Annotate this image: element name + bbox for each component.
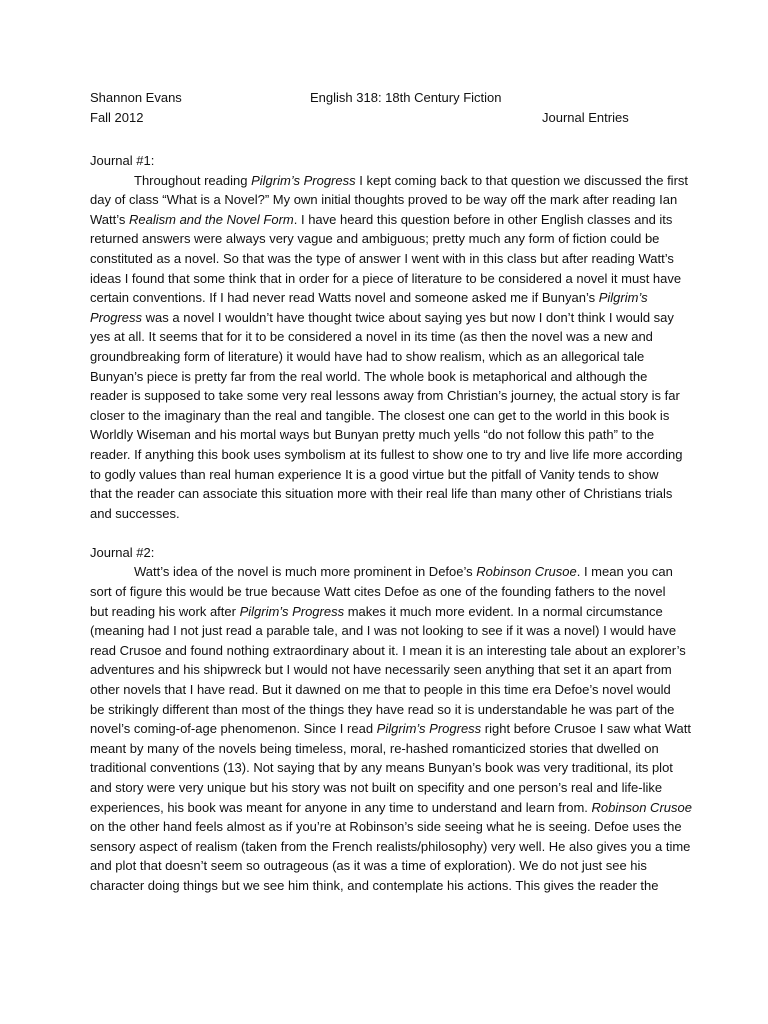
text-segment: Watt’s idea of the novel is much more prominent in Defoe’s: [134, 564, 477, 580]
italic-title-text: Robinson Crusoe: [476, 564, 577, 580]
text-segment: read Crusoe and found nothing extraordinary about it. I mean it is an interesting tale about an explorer’s: [90, 642, 686, 658]
text-segment: Worldly Wiseman and his mortal ways but Bunyan pretty much yells “do not follow this path” to the: [90, 427, 655, 443]
text-line: [90, 367, 690, 387]
text-segment: reader is supposed to take some very real lessons away from Christian’s journey, the actual story is far: [90, 388, 680, 404]
text-line: [90, 582, 690, 602]
text-line: [90, 386, 690, 406]
text-segment: experiences, his book was meant for anyone in any time to understand and learn from.: [90, 799, 592, 815]
text-segment: yes at all. It seems that for it to be considered a novel in its time (as then the novel was a new and: [90, 329, 653, 345]
text-segment: . I mean you can: [576, 564, 673, 580]
text-line: [90, 288, 690, 308]
italic-title-text: Pilgrim’s Progress: [376, 721, 482, 737]
text-line: [90, 602, 690, 622]
italic-title-text: Pilgrim’s: [598, 290, 648, 306]
italic-title-text: Realism and the Novel Form: [129, 211, 294, 227]
text-segment: was a novel I wouldn’t have thought twice about saying yes but now I don’t think I would say: [142, 309, 674, 325]
text-line: [90, 680, 690, 700]
text-segment: be strikingly different than most of the things they have read so it is understandable he was part of the: [90, 701, 675, 717]
text-line: [90, 837, 690, 857]
document-type: Journal Entries: [542, 110, 629, 125]
text-line: [90, 484, 690, 504]
text-line: [90, 798, 690, 818]
term: Fall 2012: [90, 110, 144, 125]
text-line: [90, 739, 690, 759]
text-line: [90, 425, 690, 445]
text-line: [90, 171, 690, 191]
text-segment: Bunyan’s piece is pretty far from the real world. The whole book is metaphorical and although the: [90, 368, 648, 384]
text-line: [90, 229, 690, 249]
text-segment: adventures and his shipwreck but I would not have necessarily seen anything that set it an apart from: [90, 662, 672, 678]
text-line: [90, 249, 690, 269]
text-segment: and successes.: [90, 505, 180, 521]
course-title: English 318: 18th Century Fiction: [310, 90, 502, 105]
text-line: [90, 190, 690, 210]
text-segment: meant by many of the novels being timeless, moral, re-hashed romanticized stories that dwelled on: [90, 740, 659, 756]
journal-body: [90, 151, 690, 896]
text-segment: constituted as a novel. So that was the type of answer I went with in this class but after reading Watt’s: [90, 250, 674, 266]
text-segment: but reading his work after: [90, 603, 240, 619]
text-segment: to godly values than real human experience It is a good virtue but the pitfall of Vanity tends to show: [90, 466, 659, 482]
text-segment: sort of figure this would be true because Watt cites Defoe as one of the founding fathers to the novel: [90, 584, 666, 600]
text-segment: character doing things but we see him think, and contemplate his actions. This gives the reader the: [90, 877, 659, 893]
italic-title-text: Pilgrim’s Progress: [251, 172, 356, 188]
text-segment: reader. If anything this book uses symbolism at its fullest to show one to try and live life more according: [90, 446, 683, 462]
italic-title-text: Robinson Crusoe: [591, 799, 692, 815]
text-line: [90, 465, 690, 485]
text-line: [90, 817, 690, 837]
italic-title-text: Progress: [90, 309, 143, 325]
text-segment: day of class “What is a Novel?” My own initial thoughts proved to be way off the mark after reading Ian: [90, 192, 678, 208]
text-segment: I kept coming back to that question we discussed the first: [355, 172, 689, 188]
text-line: [90, 504, 690, 524]
text-segment: ideas I found that some think that in order for a piece of literature to be considered a novel it must have: [90, 270, 682, 286]
text-segment: closer to the imaginary than the real and tangible. The closest one can get to the world in this book is: [90, 407, 670, 423]
text-segment: groundbreaking form of literature) it would have had to show realism, which as an allegorical tale: [90, 348, 645, 364]
text-line: [90, 406, 690, 426]
text-line: [90, 700, 690, 720]
text-line: [90, 758, 690, 778]
text-segment: right before Crusoe I saw what Watt: [481, 721, 691, 737]
text-segment: novel’s coming-of-age phenomenon. Since I read: [90, 721, 377, 737]
text-line: [90, 327, 690, 347]
text-segment: and plot that doesn’t seem so outrageous (as it was a time of exploration). We do not just see his: [90, 858, 647, 874]
journal-heading: Journal #1:: [90, 153, 155, 168]
text-segment: makes it much more evident. In a normal circumstance: [344, 603, 663, 619]
italic-title-text: Pilgrim’s Progress: [239, 603, 345, 619]
journal-heading: Journal #2:: [90, 544, 155, 560]
text-line: [90, 445, 690, 465]
text-segment: certain conventions. If I had never read Watts novel and someone asked me if Bunyan’s: [90, 290, 599, 306]
text-line: [90, 778, 690, 798]
text-line: [90, 210, 690, 230]
text-segment: that the reader can associate this situation more with their real life than many other of Christians trials: [90, 486, 673, 502]
text-line: [90, 719, 690, 739]
text-line: [90, 269, 690, 289]
text-line: [90, 562, 690, 582]
text-segment: . I have heard this question before in other English classes and its: [293, 211, 673, 227]
text-line: [90, 660, 690, 680]
text-segment: on the other hand feels almost as if you’re at Robinson’s side seeing what he is seeing. Defoe uses the: [90, 819, 682, 835]
text-line: [90, 621, 690, 641]
text-segment: (meaning had I not just read a parable tale, and I was not looking to see if it was a novel) I would have: [90, 623, 677, 639]
text-segment: other novels that I have read. But it dawned on me that to people in this time era Defoe’s novel would: [90, 682, 671, 698]
text-line: [90, 347, 690, 367]
text-segment: sensory aspect of realism (taken from the French realists/philosophy) very well. He also gives you a time: [90, 838, 691, 854]
text-segment: and story were very unique but his story was not built on specifity and one person’s real and life-like: [90, 780, 663, 795]
text-line: [90, 641, 690, 661]
text-line: [90, 308, 690, 328]
text-segment: returned answers were always very vague and ambiguous; pretty much any form of fiction could be: [90, 231, 660, 247]
text-segment: Watt’s: [90, 211, 130, 227]
author-name: Shannon Evans: [90, 90, 182, 105]
paragraph-gap: [90, 523, 690, 543]
text-segment: Throughout reading: [134, 172, 252, 188]
text-line: [90, 856, 690, 876]
text-segment: traditional conventions (13). Not saying that by any means Bunyan’s book was very traditional, its plot: [90, 760, 673, 776]
text-line: [90, 876, 690, 896]
